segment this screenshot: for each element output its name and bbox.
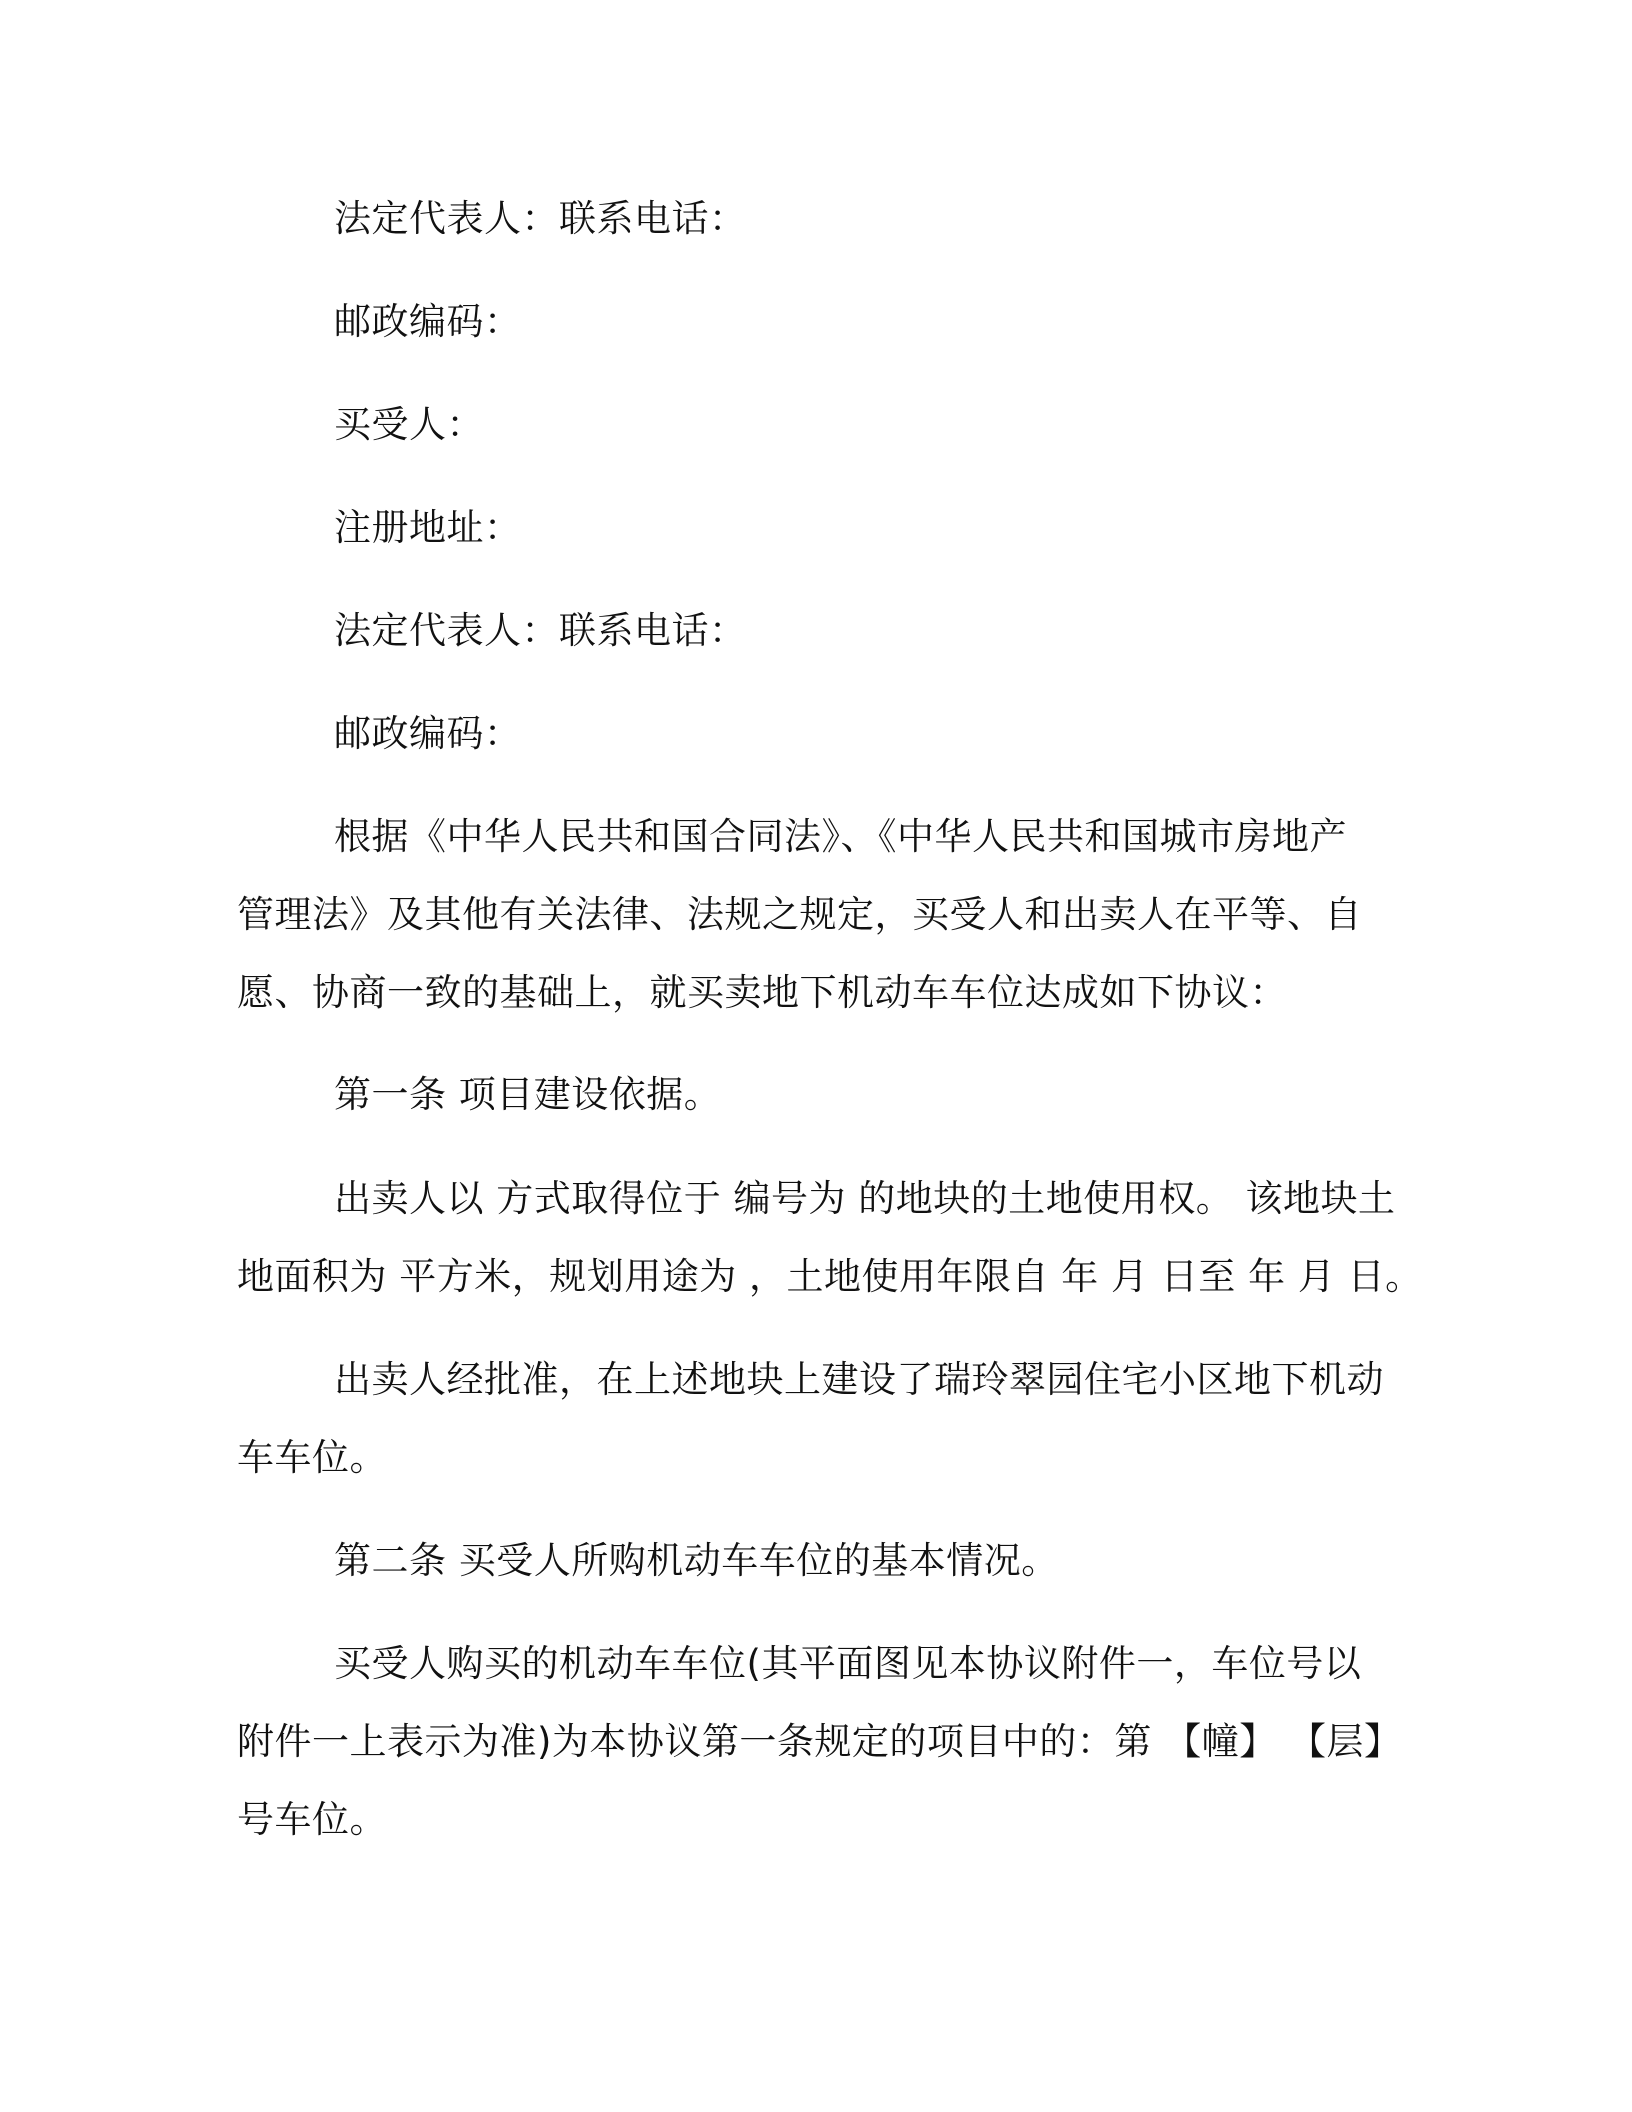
article-2-body-line-2: 附件一上表示为准)为本协议第一条规定的项目中的：第 【幢】 【层】 xyxy=(237,1720,1402,1763)
preamble-line-2: 管理法》及其他有关法律、法规之规定，买受人和出卖人在平等、自 xyxy=(237,893,1362,936)
article-1-heading: 第一条 项目建设依据。 xyxy=(334,1073,722,1116)
article-2-body-line-1: 买受人购买的机动车车位(其平面图见本协议附件一，车位号以 xyxy=(334,1642,1362,1685)
buyer-address-line: 注册地址： xyxy=(334,506,522,549)
preamble-line-3: 愿、协商一致的基础上，就买卖地下机动车车位达成如下协议： xyxy=(237,971,1287,1014)
preamble-line-1: 根据《中华人民共和国合同法》、《中华人民共和国城市房地产 xyxy=(334,815,1347,858)
buyer-postcode-line: 邮政编码： xyxy=(334,712,522,755)
article-1-land-line-2: 地面积为 平方米，规划用途为 ，土地使用年限自 年 月 日至 年 月 日。 xyxy=(237,1255,1423,1298)
article-2-body-line-3: 号车位。 xyxy=(237,1798,387,1841)
article-1-construction-line-2: 车车位。 xyxy=(237,1436,387,1479)
article-1-construction-line-1: 出卖人经批准，在上述地块上建设了瑞玲翠园住宅小区地下机动 xyxy=(334,1358,1384,1401)
seller-postcode-line: 邮政编码： xyxy=(334,300,522,343)
seller-legal-rep-line: 法定代表人：联系电话： xyxy=(334,197,747,240)
article-1-land-line-1: 出卖人以 方式取得位于 编号为 的地块的土地使用权。 该地块土 xyxy=(334,1177,1396,1220)
buyer-legal-rep-line: 法定代表人：联系电话： xyxy=(334,609,747,652)
buyer-line: 买受人： xyxy=(334,403,484,446)
article-2-heading: 第二条 买受人所购机动车车位的基本情况。 xyxy=(334,1539,1059,1582)
